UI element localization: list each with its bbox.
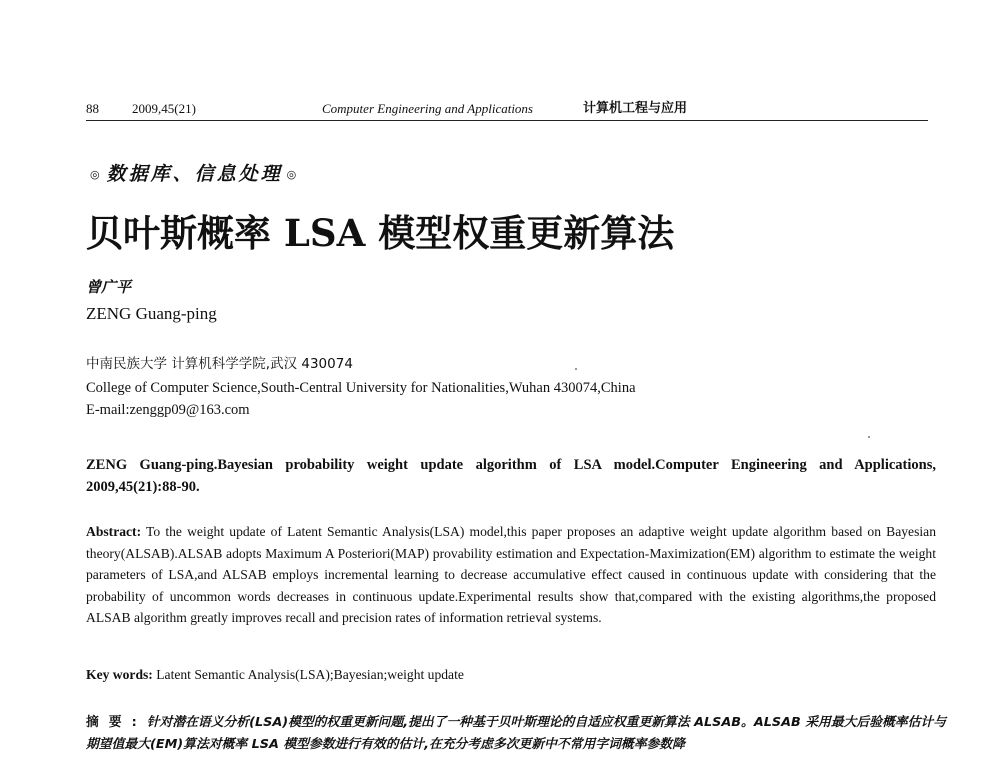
section-label-text: 数据库、信息处理 [106, 163, 283, 185]
citation: ZENG Guang-ping.Bayesian probability weight update algorithm of LSA model.Computer Engineering and Applications, 2009,45(21):88-90. [86, 457, 936, 495]
journal-name-cn: 计算机工程与应用 [583, 101, 688, 116]
volume-issue: 2009,45(21) [132, 101, 196, 116]
keywords-text: Latent Semantic Analysis(LSA);Bayesian;weight update [152, 667, 464, 682]
running-header [86, 98, 928, 120]
scan-speck [868, 436, 870, 438]
journal-name-en: Computer Engineering and Applications [322, 101, 533, 116]
section-label [86, 160, 303, 188]
affiliation-cn: 中南民族大学 计算机科学学院,武汉 430074 [86, 356, 353, 372]
author-name-cn: 曾广平 [86, 278, 132, 296]
author-name-en: ZENG Guang-ping [86, 304, 217, 323]
keywords-en [86, 664, 936, 686]
page-title: 贝叶斯概率 LSA 模型权重更新算法 [86, 211, 675, 255]
keywords-label: Key words: [86, 667, 153, 682]
header-rule [86, 120, 928, 121]
abstract-cn-label: 摘要: [86, 715, 147, 730]
affiliation-en: College of Computer Science,South-Central University for Nationalities,Wuhan 430074,China [86, 380, 636, 396]
abstract-cn [86, 712, 946, 756]
abstract-en [86, 521, 936, 629]
scan-speck [575, 368, 577, 370]
section-bullet-left: ◎ [90, 167, 103, 181]
abstract-text: To the weight update of Latent Semantic Analysis(LSA) model,this paper proposes an adaptive weight update algorithm based on Bayesian theory(ALSAB).ALSAB adopts Maximum A Posteriori(MAP) provability estimation and Expectation-Maximization(EM) algorithm to estimate the weight parameters of LSA,and ALSAB employs incremental learning to decrease accumulative effect caused in continuous update with considering that the probability of uncommon words decreases in continuous update.Experimental results show that,compared with the existing algorithms,the proposed ALSAB algorithm greatly improves recall and precision rates of information retrieval systems. [86, 524, 936, 625]
page-number: 88 [86, 101, 99, 116]
abstract-cn-text: 针对潜在语义分析(LSA)模型的权重更新问题,提出了一种基于贝叶斯理论的自适应权重更新算法 ALSAB。ALSAB 采用最大后验概率估计与期望值最大(EM)算法对概率 LSA 模型参数进行有效的估计,在充分考虑多次更新中不常用字词概率参数降 [86, 715, 946, 752]
abstract-label: Abstract: [86, 524, 142, 539]
author-email: E-mail:zenggp09@163.com [86, 402, 250, 418]
section-bullet-right: ◎ [286, 167, 300, 181]
